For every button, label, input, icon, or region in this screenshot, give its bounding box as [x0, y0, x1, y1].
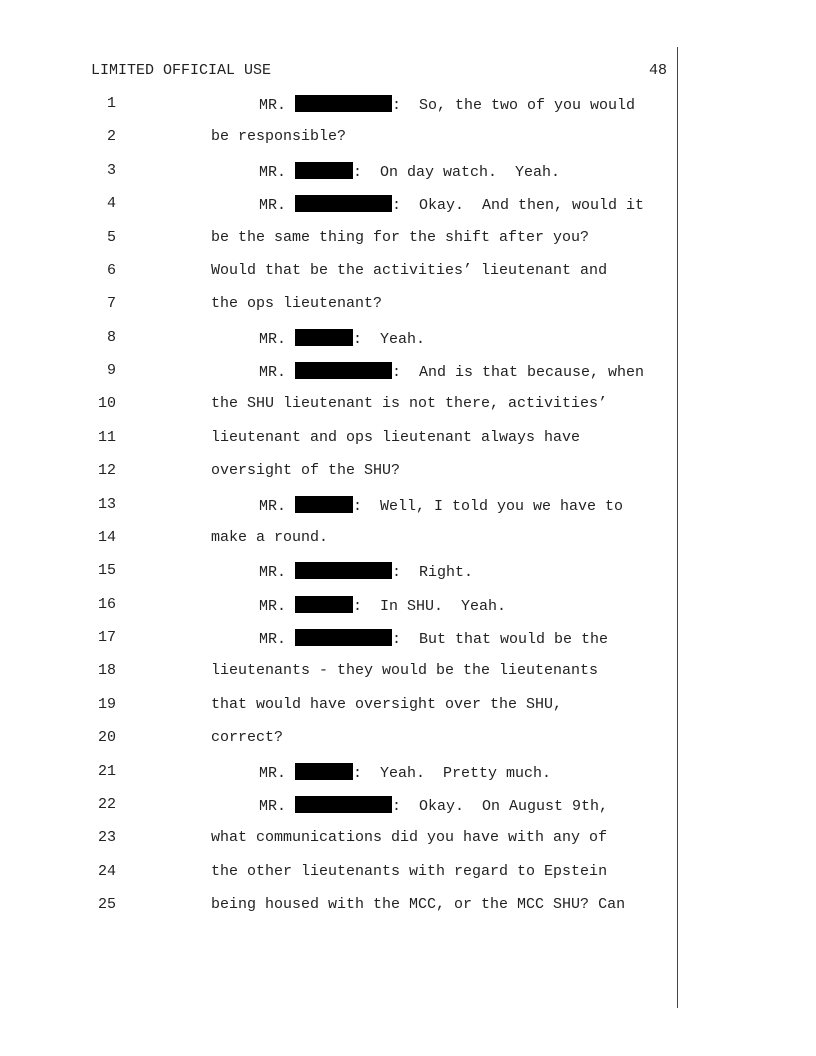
transcript-line	[0, 429, 816, 453]
speaker-prefix: MR.	[259, 97, 296, 114]
line-number: 13	[97, 496, 116, 513]
line-number: 16	[97, 596, 116, 613]
speaker-text: : On day watch. Yeah.	[353, 164, 561, 181]
line-text: Would that be the activities’ lieutenant and	[211, 262, 608, 279]
speaker-turn	[259, 362, 644, 381]
transcript-line	[0, 162, 816, 186]
transcript-line	[0, 662, 816, 686]
speaker-prefix: MR.	[259, 498, 296, 515]
speaker-text: : But that would be the	[392, 631, 609, 648]
line-text: that would have oversight over the SHU,	[211, 696, 563, 713]
line-number: 4	[106, 195, 116, 212]
transcript-line	[0, 529, 816, 553]
line-text: lieutenant and ops lieutenant always have	[211, 429, 581, 446]
transcript-line	[0, 729, 816, 753]
line-number: 24	[97, 863, 116, 880]
line-text: the SHU lieutenant is not there, activities’	[211, 395, 608, 412]
speaker-turn	[259, 496, 623, 515]
line-number: 10	[97, 395, 116, 412]
line-text: what communications did you have with any of	[211, 829, 608, 846]
transcript-line	[0, 229, 816, 253]
transcript-line	[0, 863, 816, 887]
speaker-turn	[259, 329, 425, 348]
transcript-line	[0, 596, 816, 620]
speaker-text: : In SHU. Yeah.	[353, 598, 507, 615]
transcript-line	[0, 496, 816, 520]
transcript-line	[0, 796, 816, 820]
redacted-name-block	[295, 763, 353, 780]
transcript-line	[0, 896, 816, 920]
speaker-prefix: MR.	[259, 364, 296, 381]
line-text: the other lieutenants with regard to Epstein	[211, 863, 608, 880]
speaker-text: : Okay. On August 9th,	[392, 798, 609, 815]
speaker-turn	[259, 95, 635, 114]
speaker-turn	[259, 562, 473, 581]
speaker-prefix: MR.	[259, 631, 296, 648]
classification-header: LIMITED OFFICIAL USE	[91, 62, 272, 79]
line-number: 2	[106, 128, 116, 145]
transcript-line	[0, 629, 816, 653]
line-text: make a round.	[211, 529, 329, 546]
line-number: 9	[106, 362, 116, 379]
speaker-prefix: MR.	[259, 197, 296, 214]
transcript-line	[0, 128, 816, 152]
line-number: 14	[97, 529, 116, 546]
line-text: being housed with the MCC, or the MCC SHU? Can	[211, 896, 626, 913]
redacted-name-block	[295, 329, 353, 346]
speaker-text: : So, the two of you would	[392, 97, 636, 114]
speaker-prefix: MR.	[259, 164, 296, 181]
line-number: 19	[97, 696, 116, 713]
line-number: 6	[106, 262, 116, 279]
speaker-text: : Right.	[392, 564, 474, 581]
line-number: 7	[106, 295, 116, 312]
line-text: lieutenants - they would be the lieutenants	[211, 662, 599, 679]
speaker-text: : Well, I told you we have to	[353, 498, 624, 515]
transcript-line	[0, 395, 816, 419]
redacted-name-block	[295, 162, 353, 179]
line-text: correct?	[211, 729, 284, 746]
speaker-turn	[259, 796, 608, 815]
speaker-prefix: MR.	[259, 331, 296, 348]
transcript-line	[0, 262, 816, 286]
speaker-turn	[259, 596, 506, 615]
redacted-name-block	[295, 496, 353, 513]
line-number: 18	[97, 662, 116, 679]
transcript-line	[0, 95, 816, 119]
speaker-prefix: MR.	[259, 564, 296, 581]
redacted-name-block	[295, 95, 392, 112]
redacted-name-block	[295, 362, 392, 379]
speaker-text: : Yeah.	[353, 331, 426, 348]
transcript-line	[0, 763, 816, 787]
line-text: the ops lieutenant?	[211, 295, 383, 312]
speaker-prefix: MR.	[259, 765, 296, 782]
line-number: 22	[97, 796, 116, 813]
redacted-name-block	[295, 562, 392, 579]
transcript-line	[0, 329, 816, 353]
line-number: 8	[106, 329, 116, 346]
speaker-prefix: MR.	[259, 798, 296, 815]
transcript-line	[0, 362, 816, 386]
line-number: 12	[97, 462, 116, 479]
redacted-name-block	[295, 796, 392, 813]
speaker-turn	[259, 195, 644, 214]
redacted-name-block	[295, 629, 392, 646]
speaker-turn	[259, 629, 608, 648]
transcript-line	[0, 562, 816, 586]
transcript-line	[0, 195, 816, 219]
speaker-text: : Okay. And then, would it	[392, 197, 645, 214]
line-number: 23	[97, 829, 116, 846]
line-text: be responsible?	[211, 128, 347, 145]
line-number: 3	[106, 162, 116, 179]
redacted-name-block	[295, 195, 392, 212]
line-text: oversight of the SHU?	[211, 462, 401, 479]
line-number: 21	[97, 763, 116, 780]
transcript-line	[0, 462, 816, 486]
page-number: 48	[648, 62, 667, 79]
line-number: 25	[97, 896, 116, 913]
line-number: 15	[97, 562, 116, 579]
speaker-text: : Yeah. Pretty much.	[353, 765, 552, 782]
speaker-text: : And is that because, when	[392, 364, 645, 381]
transcript-line	[0, 829, 816, 853]
line-text: be the same thing for the shift after you?	[211, 229, 590, 246]
speaker-turn	[259, 763, 551, 782]
transcript-line	[0, 295, 816, 319]
line-number: 17	[97, 629, 116, 646]
speaker-turn	[259, 162, 560, 181]
line-number: 20	[97, 729, 116, 746]
speaker-prefix: MR.	[259, 598, 296, 615]
line-number: 5	[106, 229, 116, 246]
transcript-line	[0, 696, 816, 720]
line-number: 11	[97, 429, 116, 446]
redacted-name-block	[295, 596, 353, 613]
line-number: 1	[106, 95, 116, 112]
